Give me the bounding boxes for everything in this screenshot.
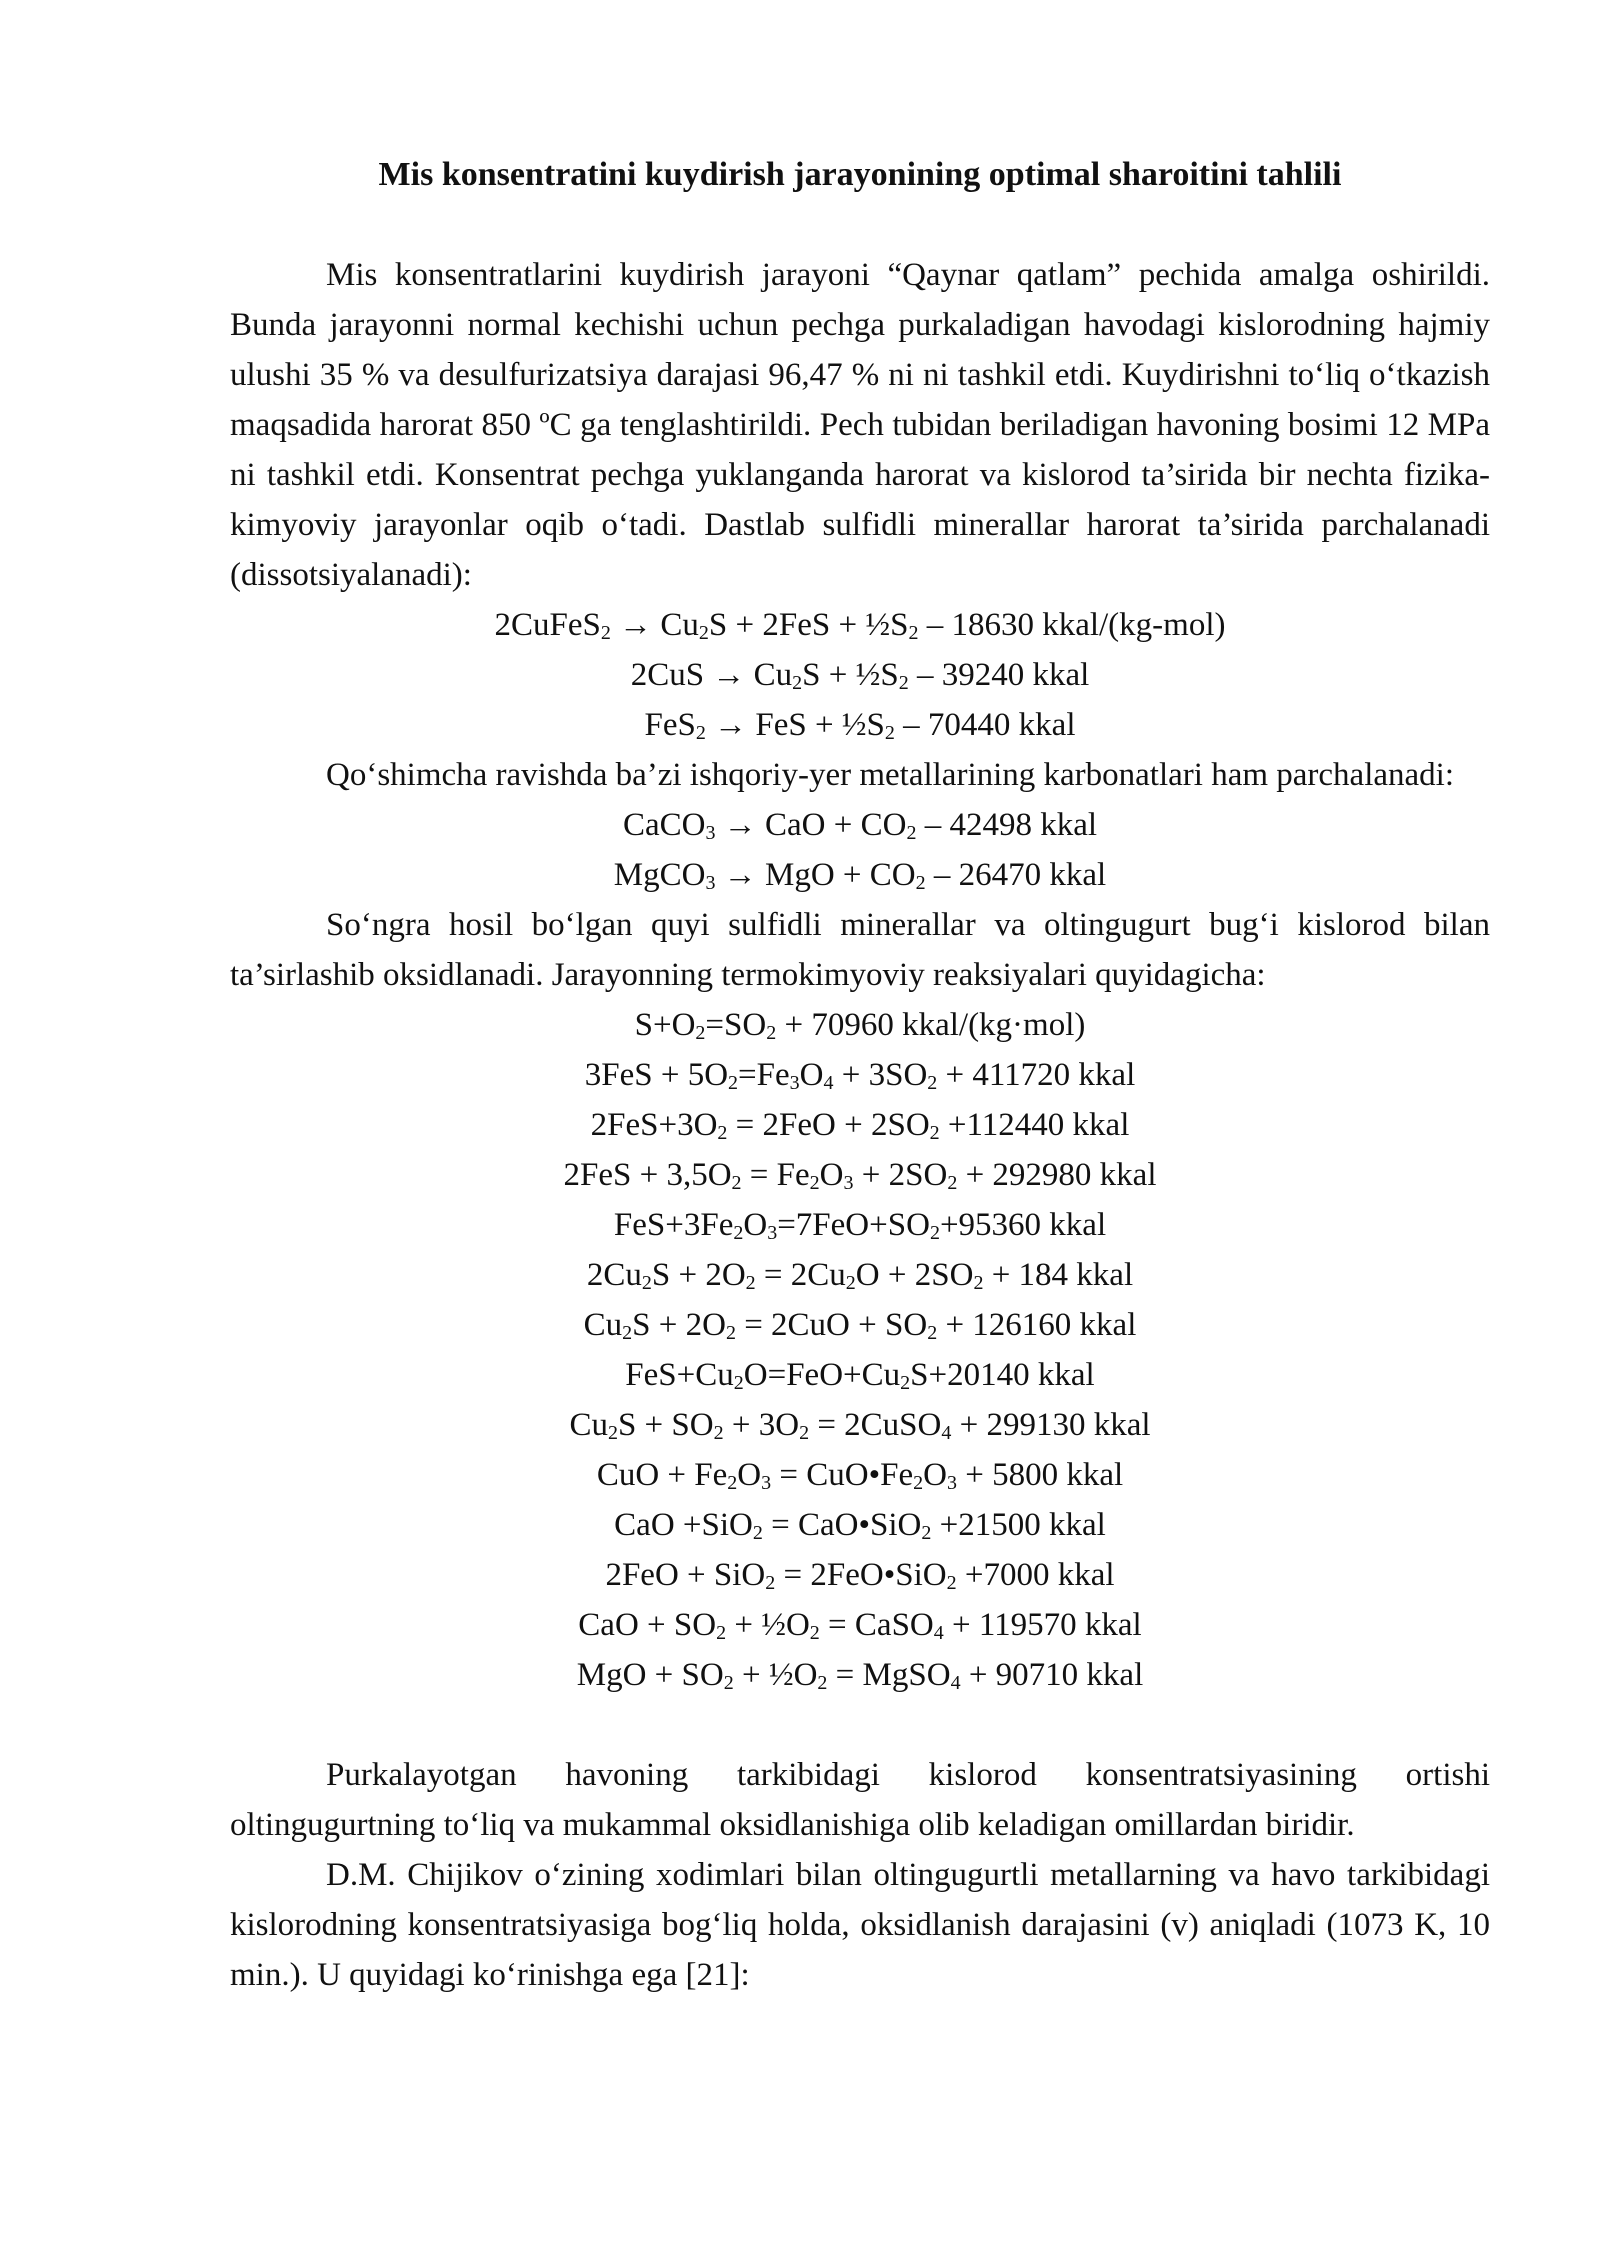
equation-line: $2Cu_2S + 2O_2 = 2Cu_2O + 2SO_2 + 184$ kkal <box>586 1257 1134 1294</box>
equation-group-decomposition <box>230 600 1490 750</box>
spacer <box>230 200 1490 250</box>
equation-line: CaO +SiO$_2$ = CaO•SiO$_2$ +21500 kkal <box>614 1507 1106 1544</box>
equation-line: $3FeS + 5O_2=Fe_3O_4 + 3SO_2 + 411720$ kkal <box>584 1057 1136 1094</box>
page-title: Mis konsentratini kuydirish jarayonining optimal sharoitini tahlili <box>378 156 1342 193</box>
equation-line: $2CuS \to Cu_2S$ + $\frac{1}{2}S_2 - 39240$ kkal <box>630 657 1090 694</box>
document-body <box>230 150 1490 2000</box>
paragraph-oxidation: So‘ngra hosil bo‘lgan quyi sulfidli minerallar va oltingugurt bug‘i kislorod bilan ta’sirlashib oksidlanadi. Jarayonning termokimyoviy reaksiyalari quyidagicha: <box>230 907 1490 993</box>
equation-line: $2FeS+3O_2 = 2FeO + 2SO_2 +112440$ kkal <box>590 1107 1130 1144</box>
paragraph-oxygen-concentration: Purkalayotgan havoning tarkibidagi kislorod konsentratsiyasining ortishi oltingugurtning to‘liq va mukammal oksidlanishiga olib keladigan omillardan biridir. <box>230 1757 1490 1843</box>
paragraph-carbonates: Qo‘shimcha ravishda ba’zi ishqoriy-yer metallarining karbonatlari ham parchalanadi: <box>326 757 1454 793</box>
equation-group-carbonates <box>230 800 1490 900</box>
equation-line: 2CuFeS$_2$ → $Cu_2S + 2FeS$ + $\frac{1}{2}S_2 - 18630$ kkal/(kg-mol) <box>494 607 1226 644</box>
spacer <box>230 1700 1490 1750</box>
equation-line: MgCO$_3$ → MgO + $CO_2 - 26470$ kkal <box>613 857 1107 894</box>
equation-line: $FeS+Cu_2O=FeO+Cu_2S+20140$ kkal <box>625 1357 1095 1394</box>
paragraph-intro: Mis konsentratlarini kuydirish jarayoni “Qaynar qatlam” pechida amalga oshirildi. Bunda jarayonni normal kechishi uchun pechga purkaladigan havodagi kislorodning hajmiy ulushi 35 % va desulfurizatsiya darajasi 96,47 % ni ni tashkil etdi. Kuydirishni to‘liq o‘tkazish maqsadida harorat 850 ºC ga tenglashtirildi. Pech tubidan beriladigan havoning bosimi 12 MPa ni tashkil etdi. Konsentrat pechga yuklanganda harorat va kislorod ta’sirida bir nechta fizika-kimyoviy jarayonlar oqib o‘tadi. Dastlab sulfidli minerallar harorat ta’sirida parchalanadi (dissotsiyalanadi): <box>230 257 1490 593</box>
equation-line: CuO + $Fe_2O_3$ = $CuO•Fe_2O_3 + 5800$ kkal <box>596 1457 1124 1494</box>
equation-line: $Cu_2S + 2O_2 = 2CuO + SO_2 + 126160$ kkal <box>583 1307 1137 1344</box>
equation-line: CaO + $SO_2$ + $\frac{1}{2}O_2$ = CaSO$_4$ + 119570 kkal <box>578 1607 1142 1644</box>
equation-line: MgO + $SO_2$ + $\frac{1}{2}O_2$ = MgSO$_4$ + 90710 kkal <box>576 1657 1144 1694</box>
equation-line: 2FeO + SiO$_2$ = 2FeO•SiO$_2$ +7000 kkal <box>605 1557 1115 1594</box>
equation-group-oxidation <box>230 1000 1490 1700</box>
equation-line: $S+O_2=SO_2 + 70960$ kkal/(kg·mol) <box>634 1007 1086 1044</box>
equation-line: $2FeS + 3,5O_2 = Fe_2O_3 + 2SO_2 + 292980$ kkal <box>563 1157 1157 1194</box>
equation-line: $Cu_2S + SO_2 + 3O_2$ = 2CuSO$_4$ + 299130 kkal <box>569 1407 1151 1444</box>
equation-line: CaCO$_3$ → CaO + $CO_2 - 42498$ kkal <box>622 807 1098 844</box>
equation-line: FeS$_2$ → FeS + $\frac{1}{2}S_2 - 70440$ kkal <box>644 707 1076 744</box>
equation-line: $FeS+3Fe_2O_3=7FeO+SO_2+95360$ kkal <box>613 1207 1107 1244</box>
paragraph-chijikov: D.M. Chijikov o‘zining xodimlari bilan oltingugurtli metallarning va havo tarkibidagi kislorodning konsentratsiyasiga bog‘liq holda, oksidlanish darajasini (v) aniqladi (1073 K, 10 min.). U quyidagi ko‘rinishga ega [21]: <box>230 1857 1490 1993</box>
